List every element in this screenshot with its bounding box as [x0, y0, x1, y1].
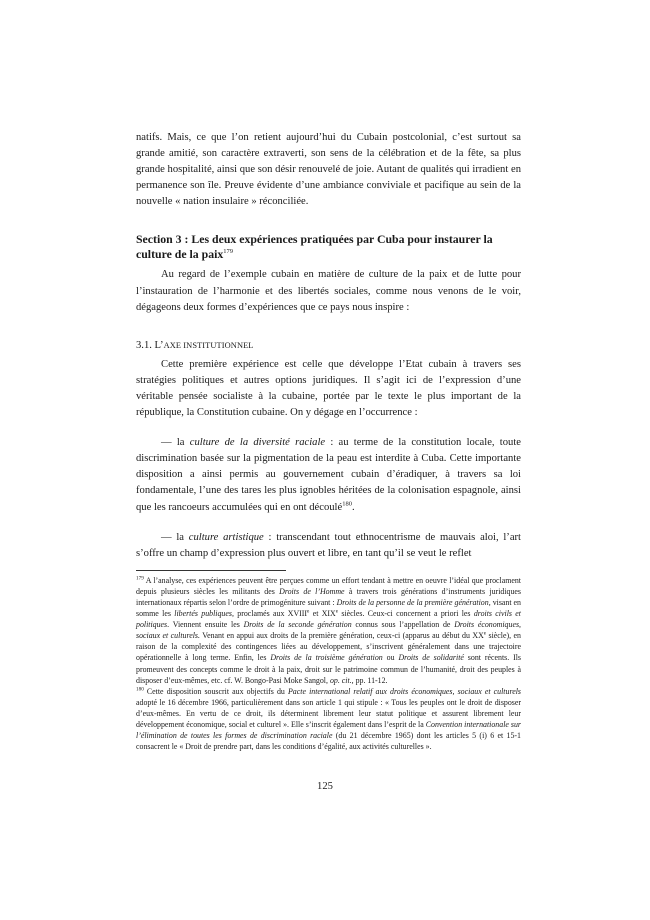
axe-paragraph: Cette première expérience est celle que développe l’Etat cubain à travers ses stratégies politiques et autres options juridiques. Il s’agit ici de l’expression d’une véritable pensée socialiste à la cubaine, portée par le texte le plus important de la république, la Constitution cubaine. On y dégage en l’occurrence :	[136, 358, 521, 419]
term-artistique: culture artistique	[188, 531, 264, 543]
list-item-diversite: — la culture de la diversité raciale : au terme de la constitution locale, toute discrimination basée sur la pigmentation de la peau est interdite à Cuba. Cette importante disposition a ainsi permis au gouvernement cubain d’éradiquer, à travers sa loi fondamentale, l’une des tares les plus ignobles héritées de la colonisation espagnole, ainsi que les rancoeurs accumulées qui en ont découlé$^{180}$.	[136, 437, 521, 513]
intro-paragraph: natifs. Mais, ce que l’on retient aujourd’hui du Cubain postcolonial, c’est surtout sa grande amitié, son caractère extraverti, son sens de la célébration et de la fête, sa plus grande hospitalité, ainsi que son désir renouvelé de joie. Autant de qualités qui irradient en permanence son île. Preuve évidente d’une ambiance conviviale et pacifique au sein de la nouvelle « nation insulaire » réconciliée.	[136, 132, 521, 208]
term-diversite: culture de la diversité raciale	[189, 437, 326, 449]
page-body	[136, 130, 521, 752]
footnote-179: $^{179}$ A l’analyse, ces expériences peuvent être perçues comme un effort tendant à mettre en oeuvre l’idéal que proclament depuis plusieurs siècles les militants des Droits de l’Homme à travers trois générations d’instruments juridiques internationaux répartis selon l’ordre de primogéniture suivant : Droits de la personne de la première génération, visant en somme les libertés publiques, proclamés aux XVIIIe et XIXe siècles. Ceux-ci concernent a priori les droits civils et politiques. Viennent ensuite les Droits de la seconde génération connus sous l’appellation de Droits économiques, sociaux et culturels. Venant en appui aux droits de la première génération, ceux-ci (apparus au début du XXe siècle), en raison de la complexité des contingences liées au développement, s’inscrivent généralement dans une trajectoire opérationnelle à long terme. Enfin, les Droits de la troisième génération ou Droits de solidarité sont récents. Ils promeuvent des concepts comme le droit à la paix, droit sur le patrimoine commun de l’humanité, droit des peuples à disposer d’eux-mêmes, etc. cf. W. Bongo-Pasi Moke Sangol, op. cit., pp. 11-12.	[136, 575, 522, 685]
section-title	[136, 232, 521, 261]
page-number: 125	[317, 781, 333, 792]
footnotes	[136, 575, 521, 753]
section-title-text: Section 3 : Les deux expériences pratiquées par Cuba pour instaurer la culture de la paix	[136, 232, 493, 261]
subsection-heading	[136, 340, 521, 351]
subsection-number: 3.1. L’	[136, 339, 164, 351]
footnote-ref-179[interactable]: 179	[223, 248, 234, 256]
section-paragraph: Au regard de l’exemple cubain en matière de culture de la paix et de lutte pour l’instauration de l’harmonie et des libertés sociales, comme nous venons de le voir, dégageons deux formes d’expériences que ce pays nous inspire :	[136, 269, 521, 313]
footnote-separator	[136, 570, 286, 571]
footnote-180: $^{180}$ Cette disposition souscrit aux objectifs du Pacte international relatif aux droits économiques, sociaux et culturels adopté le 16 décembre 1966, particulièrement dans son article 1 qui stipule : « Tous les peuples ont le droit de disposer d’eux-mêmes. En vertu de ce droit, ils déterminent librement leur statut politique et assurent librement leur développement économique, social et culturel ». Elle s’inscrit également dans l’esprit de la Convention internationale sur l’élimination de toutes les formes de discrimination raciale (du 21 décembre 1965) dont les articles 5 (i) 6 et 15-1 consacrent le « Droit de prendre part, dans les conditions d’égalité, aux activités culturelles ».	[136, 686, 521, 752]
list-item-artistique: — la culture artistique : transcendant tout ethnocentrisme de mauvais aloi, l’art s’offre un champ d’expression plus ouvert et libre, en tant qu’il se veut le reflet	[136, 531, 522, 559]
footnote-ref-180[interactable]: 180	[342, 499, 352, 507]
subsection-label: AXE INSTITUTIONNEL	[163, 340, 254, 350]
